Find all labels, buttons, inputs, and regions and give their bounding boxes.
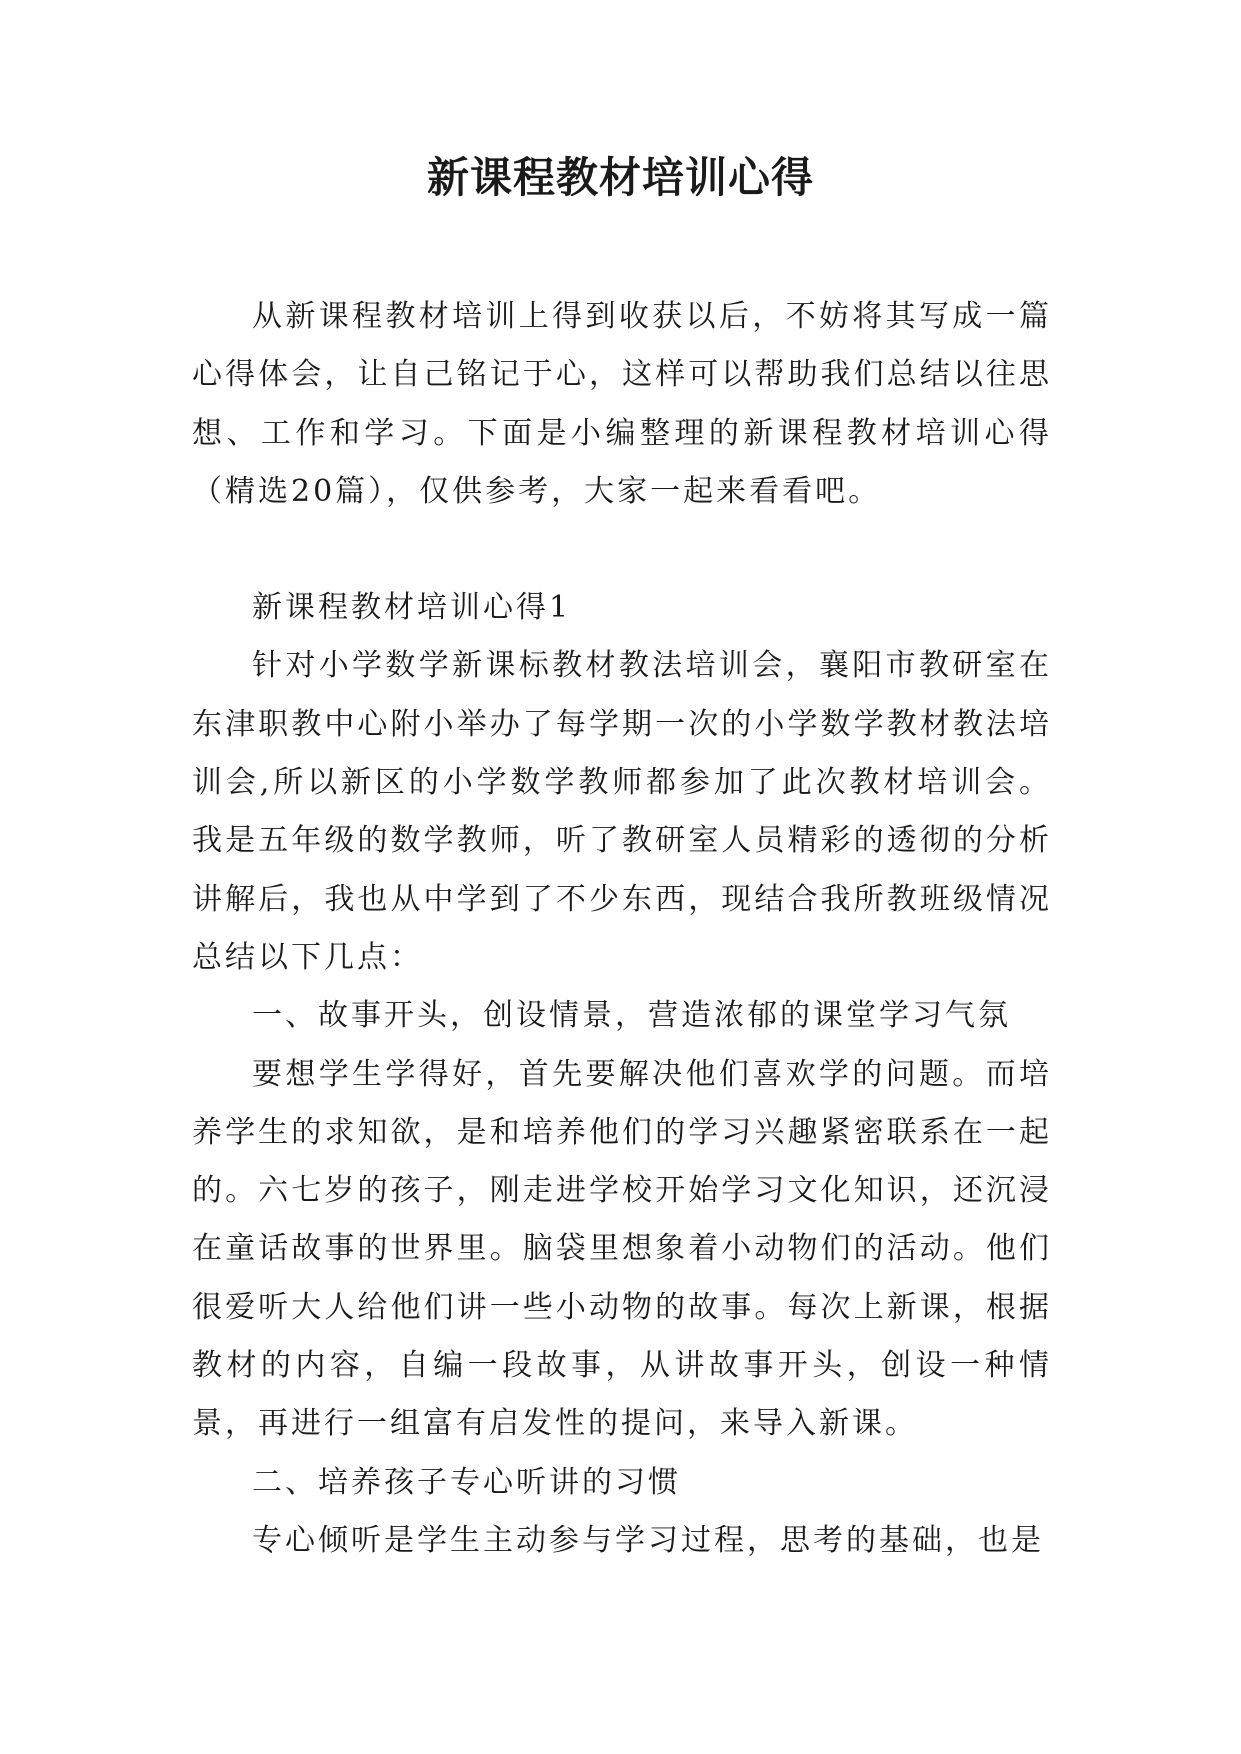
document-title: 新课程教材培训心得 [426,153,814,202]
subheading-2: 二、培养孩子专心听讲的习惯 [252,1464,681,1500]
body-paragraph-2: 要想学生学得好，首先要解决他们喜欢学的问题。而培养学生的求知欲，是和培养他们的学习兴趣紧密联系在一起的。六七岁的孩子，刚走进学校开始学习文化知识，还沉浸在童话故事的世界里。脑袋里想象着小动物们的活动。他们很爱听大人给他们讲一些小动物的故事。每次上新课，根据教材的内容，自编一段故事，从讲故事开头，创设一种情景，再进行一组富有启发性的提问，来导入新课。 [192,1056,1052,1442]
document-body [192,288,1052,1570]
body-paragraph-3: 专心倾听是学生主动参与学习过程，思考的基础，也是 [252,1522,1044,1558]
section-title: 新课程教材培训心得1 [252,590,572,626]
body-paragraph-1: 针对小学数学新课标教材教法培训会，襄阳市教研室在东津职教中心附小举办了每学期一次的小学数学教材教法培训会,所以新区的小学数学教师都参加了此次教材培训会。我是五年级的数学教师，听了教研室人员精彩的透彻的分析讲解后，我也从中学到了不少东西，现结合我所教班级情况总结以下几点： [192,648,1052,975]
intro-paragraph: 从新课程教材培训上得到收获以后，不妨将其写成一篇心得体会，让自己铭记于心，这样可以帮助我们总结以往思想、工作和学习。下面是小编整理的新课程教材培训心得（精选20篇），仅供参考，大家一起来看看吧。 [192,299,1052,509]
paragraph-spacer [192,521,1052,579]
subheading-1: 一、故事开头，创设情景，营造浓郁的课堂学习气氛 [252,998,1011,1034]
